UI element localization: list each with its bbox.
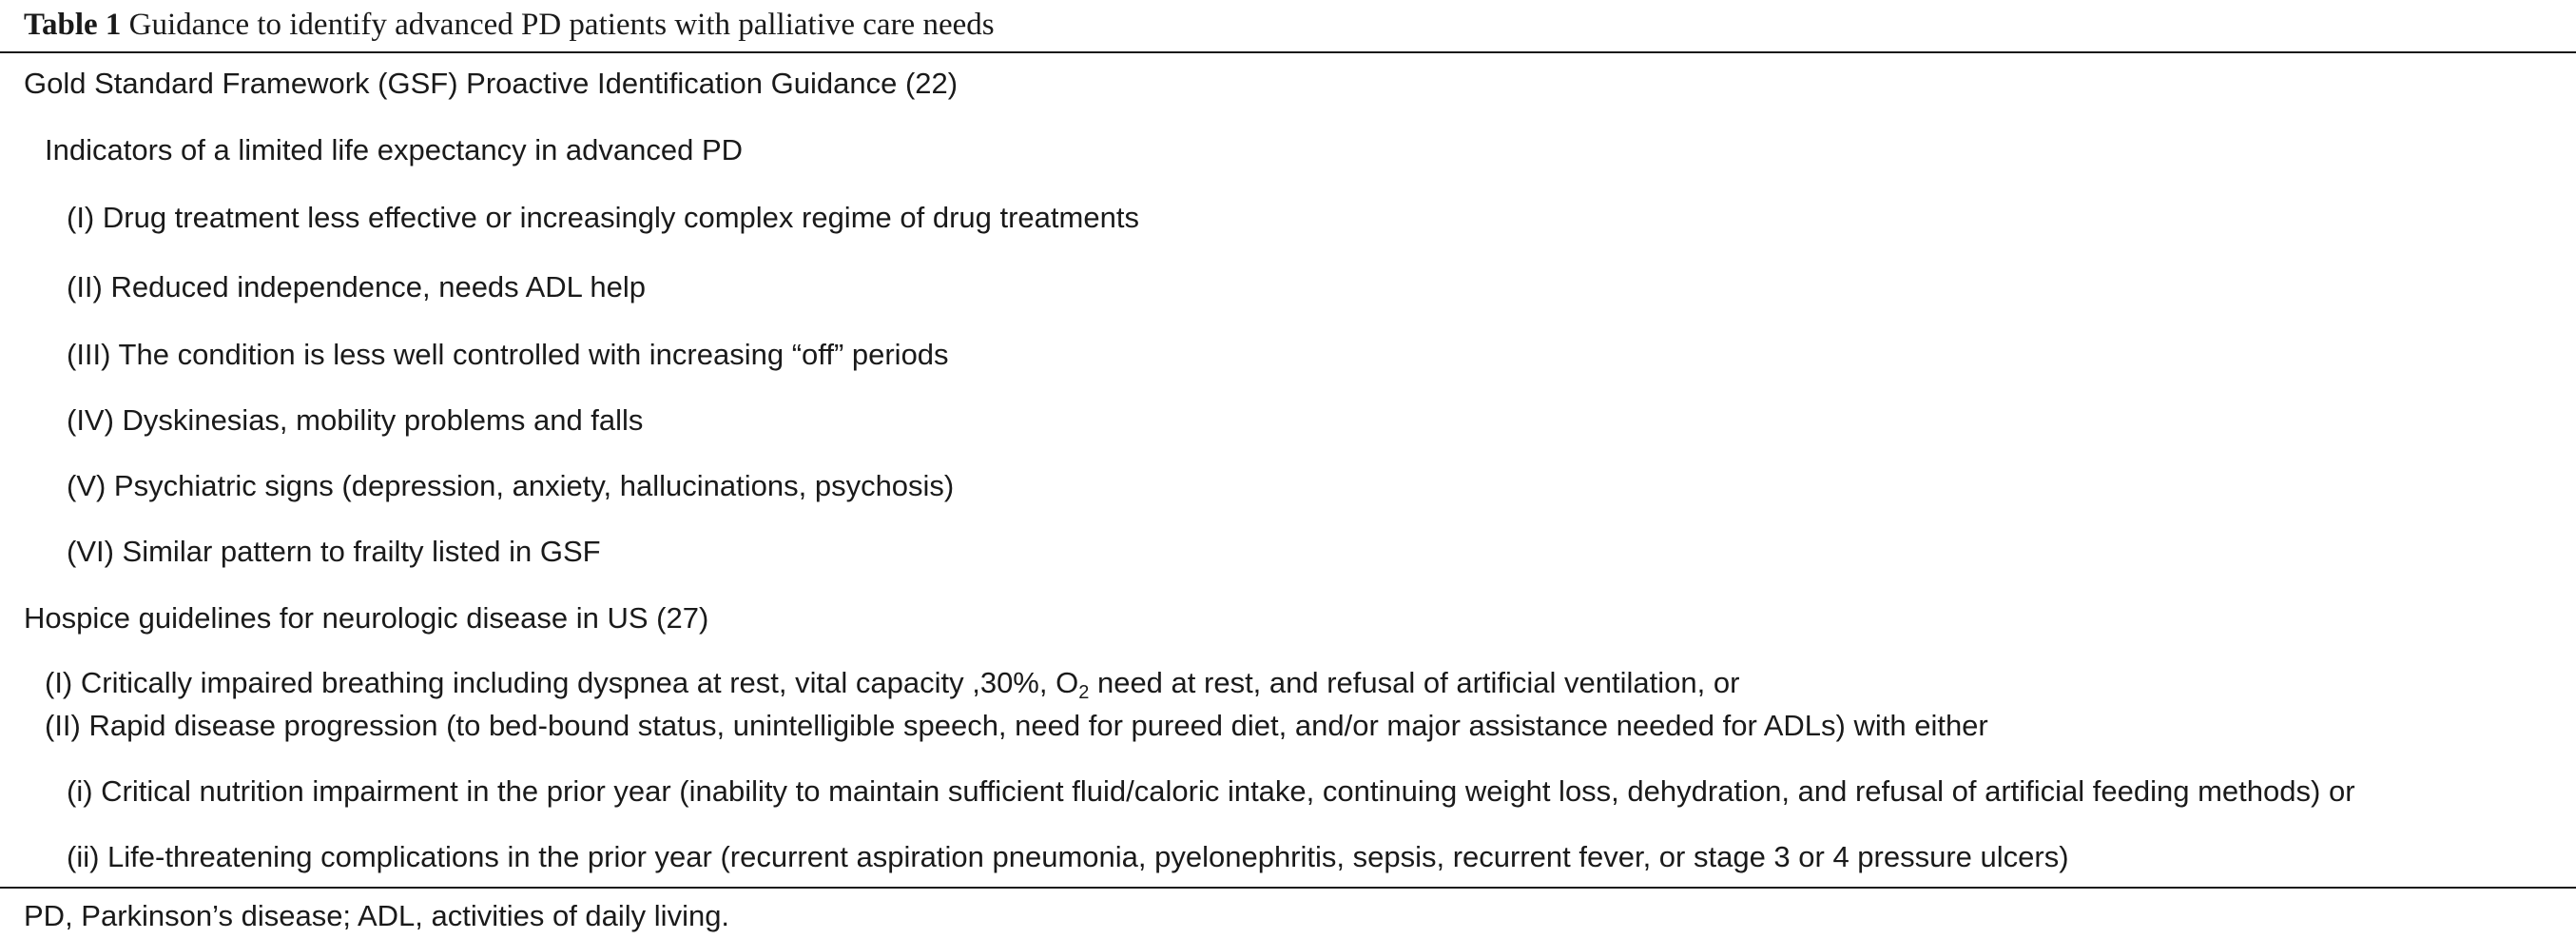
table-footnote: PD, Parkinson’s disease; ADL, activities of daily living.	[24, 899, 730, 932]
gsf-item-3: (III) The condition is less well controlled with increasing “off” periods	[67, 338, 949, 371]
hospice-criterion-2: (II) Rapid disease progression (to bed-bound status, unintelligible speech, need for pureed diet, and/or major assistance needed for ADLs) with either	[45, 709, 1988, 742]
gsf-item-2: (II) Reduced independence, needs ADL help	[67, 270, 646, 303]
hospice-criterion-1	[45, 666, 1740, 703]
subheading-life-expectancy: Indicators of a limited life expectancy in advanced PD	[45, 133, 744, 166]
hospice-criterion-1-text-b: need at rest, and refusal of artificial ventilation, or	[1089, 666, 1740, 699]
table-caption-text: Guidance to identify advanced PD patients with palliative care needs	[128, 8, 995, 42]
gsf-item-4: (IV) Dyskinesias, mobility problems and falls	[67, 403, 644, 437]
section-heading-gsf: Gold Standard Framework (GSF) Proactive Identification Guidance (22)	[24, 67, 959, 100]
top-rule	[0, 51, 2576, 53]
section-heading-hospice: Hospice guidelines for neurologic disease in US (27)	[24, 601, 709, 635]
table-caption-label: Table 1	[24, 8, 122, 42]
gsf-item-5: (V) Psychiatric signs (depression, anxiety, hallucinations, psychosis)	[67, 469, 955, 502]
o2-subscript: 2	[1078, 682, 1090, 703]
hospice-sub-item-i: (i) Critical nutrition impairment in the prior year (inability to maintain sufficient fluid/caloric intake, continuing weight loss, dehydration, and refusal of artificial feeding methods) or	[67, 774, 2355, 808]
hospice-criterion-1-text-a: (I) Critically impaired breathing including dyspnea at rest, vital capacity ,30%, O	[45, 666, 1079, 699]
table-caption	[24, 6, 995, 44]
gsf-item-1: (I) Drug treatment less effective or increasingly complex regime of drug treatments	[67, 201, 1139, 234]
gsf-item-6: (VI) Similar pattern to frailty listed in GSF	[67, 535, 601, 568]
bottom-rule	[0, 887, 2576, 889]
hospice-sub-item-ii: (ii) Life-threatening complications in the prior year (recurrent aspiration pneumonia, pyelonephritis, sepsis, recurrent fever, or stage 3 or 4 pressure ulcers)	[67, 840, 2069, 873]
